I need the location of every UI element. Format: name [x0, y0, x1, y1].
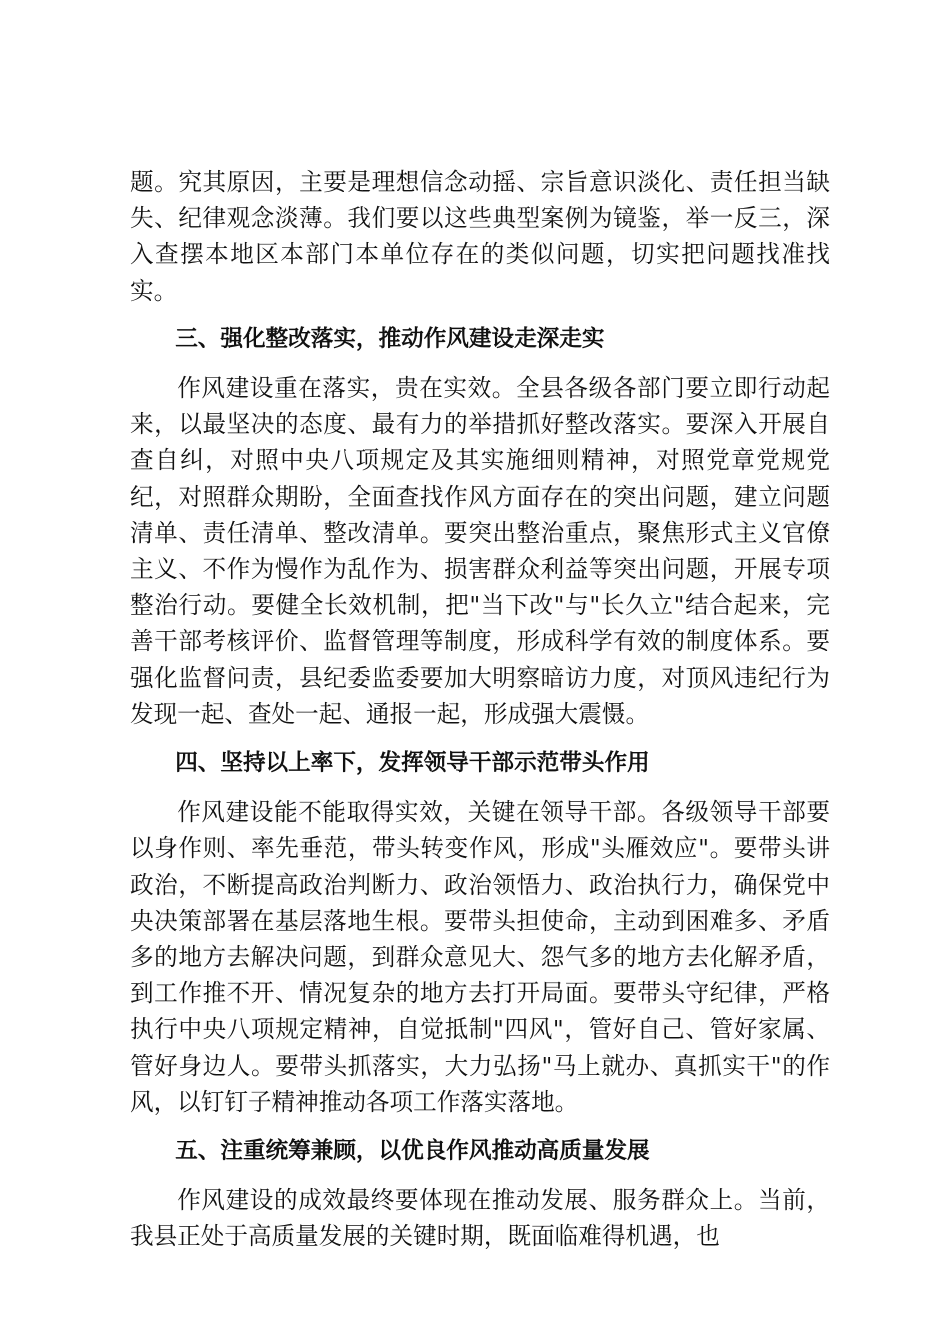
section-5-heading: 五、注重统筹兼顾，以优良作风推动高质量发展 — [175, 1138, 650, 1165]
section-5-body: 作风建设的成效最终要体现在推动发展、服务群众上。当前，我县正处于高质量发展的关键时期，既面临难得机遇，也 — [130, 1186, 830, 1251]
document-page — [130, 164, 830, 1255]
section-3-body: 作风建设重在落实，贵在实效。全县各级各部门要立即行动起来，以最坚决的态度、最有力的举措抓好整改落实。要深入开展自查自纠，对照中央八项规定及其实施细则精神，对照党章党规党纪，对照群众期盼，全面查找作风方面存在的突出问题，建立问题清单、责任清单、整改清单。要突出整治重点，聚焦形式主义官僚主义、不作为慢作为乱作为、损害群众利益等突出问题，开展专项整治行动。要健全长效机制，把"当下改"与"长久立"结合起来，完善干部考核评价、监督管理等制度，形成科学有效的制度体系。要强化监督问责，县纪委监委要加大明察暗访力度，对顶风违纪行为发现一起、查处一起、通报一起，形成强大震慑。 — [130, 374, 830, 728]
section-4-body: 作风建设能不能取得实效，关键在领导干部。各级领导干部要以身作则、率先垂范，带头转变作风，形成"头雁效应"。要带头讲政治，不断提高政治判断力、政治领悟力、政治执行力，确保党中央决策部署在基层落地生根。要带头担使命，主动到困难多、矛盾多的地方去解决问题，到群众意见大、怨气多的地方去化解矛盾，到工作推不开、情况复杂的地方去打开局面。要带头守纪律，严格执行中央八项规定精神，自觉抵制"四风"，管好自己、管好家属、管好身边人。要带头抓落实，大力弘扬"马上就办、真抓实干"的作风，以钉钉子精神推动各项工作落实落地。 — [130, 798, 830, 1116]
continuation-paragraph: 题。究其原因，主要是理想信念动摇、宗旨意识淡化、责任担当缺失、纪律观念淡薄。我们要以这些典型案例为镜鉴，举一反三，深入查摆本地区本部门本单位存在的类似问题，切实把问题找准找实。 — [130, 168, 830, 305]
section-4-heading: 四、坚持以上率下，发挥领导干部示范带头作用 — [175, 750, 650, 777]
section-3-heading: 三、强化整改落实，推动作风建设走深走实 — [175, 325, 605, 352]
